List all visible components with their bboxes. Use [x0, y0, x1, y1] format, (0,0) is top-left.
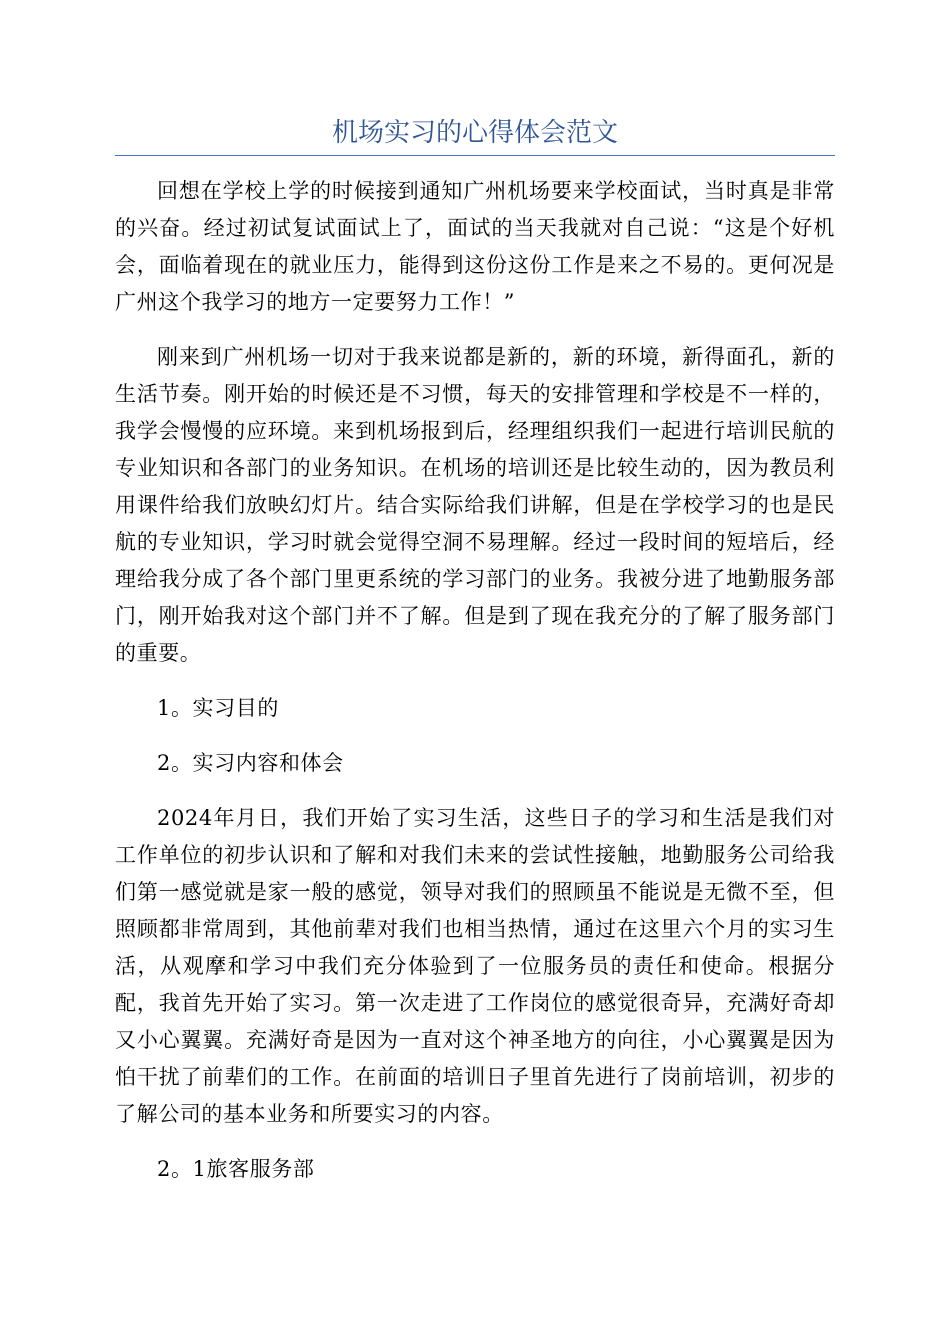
- document-body: [115, 173, 835, 1206]
- paragraph-arrival: 刚来到广州机场一切对于我来说都是新的，新的环境，新得面孔，新的生活节奏。刚开始的时候还是不习惯，每天的安排管理和学校是不一样的，我学会慢慢的应环境。来到机场报到后，经理组织我们一起进行培训民航的专业知识和各部门的业务知识。在机场的培训还是比较生动的，因为教员利用课件给我们放映幻灯片。结合实际给我们讲解，但是在学校学习的也是民航的专业知识，学习时就会觉得空洞不易理解。经过一段时间的短培后，经理给我分成了各个部门里更系统的学习部门的业务。我被分进了地勤服务部门，刚开始我对这个部门并不了解。但是到了现在我充分的了解了服务部门的重要。: [115, 345, 835, 665]
- paragraph-internship-life: 2024年月日，我们开始了实习生活，这些日子的学习和生活是我们对工作单位的初步认识和了解和对我们未来的尝试性接触，地勤服务公司给我们第一感觉就是家一般的感觉，领导对我们的照顾虽不能说是无微不至，但照顾都非常周到，其他前辈对我们也相当热情，通过在这里六个月的实习生活，从观摩和学习中我们充分体验到了一位服务员的责任和使命。根据分配，我首先开始了实习。第一次走进了工作岗位的感觉很奇异，充满好奇却又小心翼翼。充满好奇是因为一直对这个神圣地方的向往，小心翼翼是因为怕干扰了前辈们的工作。在前面的培训日子里首先进行了岗前培训，初步的了解公司的基本业务和所要实习的内容。: [115, 806, 835, 1126]
- section-heading-content: 2。实习内容和体会: [157, 751, 344, 775]
- paragraph-intro: 回想在学校上学的时候接到通知广州机场要来学校面试，当时真是非常的兴奋。经过初试复试面试上了，面试的当天我就对自己说：“这是个好机会，面临着现在的就业压力，能得到这份这份工作是来之不易的。更何况是广州这个我学习的地方一定要努力工作！”: [115, 179, 835, 314]
- section-heading-purpose: 1。实习目的: [157, 696, 279, 720]
- title-underline: [115, 155, 835, 156]
- subsection-heading-passenger-service: 2。1旅客服务部: [157, 1157, 315, 1181]
- document-title: 机场实习的心得体会范文: [331, 118, 618, 148]
